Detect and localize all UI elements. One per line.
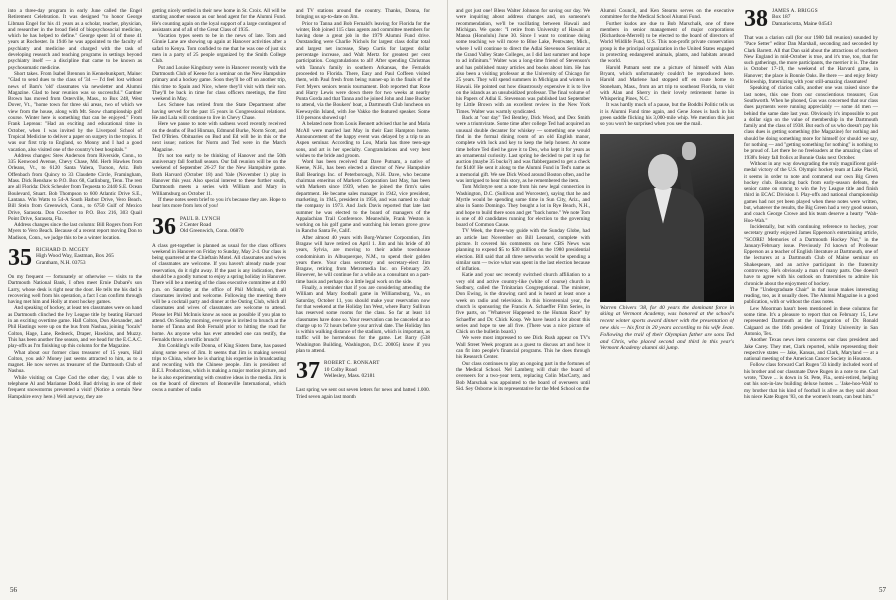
paragraph: Finally, a reminder that if you are considering attending the William and Mary football game in Williamsburg, Va., on Saturday, October 11, you should make your reservation now for that weekend at the Holiday Inn West, where Barry Sullivan has reserved some rooms for the class. So far at least 14 classmates have done so. Your reservation can be canceled at no charge up to 72 hours before your arrival date. The Holiday Inn is within walking distance of the stadium, which is important, as traffic will be horrendous for the game. Let Barry (538 Washington Building, Washington, D.C. 20005) know if you plan to attend. <box>296 285 430 355</box>
paragraph: After almost 40 years with Borg-Warner Corporation, Jim Bragaw will have retired on April 1. Jim and his bride of 40 years, Sylvia, are moving to their adobe townhouse condominium in Albuquerque, N.M., to spend their golden years there. Your class secretary and secretary-elect Jim Bragaw, retiring from Metromedia Inc. on February 29. However, he will continue for a while as a consultant on a part-time basis and perhaps do a little legal work on the side. <box>296 234 430 285</box>
right-page <box>448 0 896 600</box>
class-heading-38 <box>744 8 878 30</box>
paragraph: Katie and your sec recently switched church affiliation to a very old and active country-like (white of course) church in Sudbury, called the Trinitarian Congregational. The minister, Don Ewing, is the drawing card and is heard at least once a week on radio and television. In this bicentennial year, the church is sponsoring the Francis A. Schaeffer Film Series, in five parts, on "Whatever Happened to the Human Race" by Schaeffer and Dr. Chick Koop. We have heard a lot about this series and hope to see all five. (There was a nice picture of Chick on the bulletin board.) <box>456 272 590 336</box>
paragraph: Vacation types seem to be in the news of late. Tom and Ginnie Lane are showing up again at Hanover activities after a safari to Kenya. Tom confided to me that he was one of just six men in a party of 25 people organized by the Smith College Club. <box>152 33 286 65</box>
paragraph: And speaking of hockey, at least ten classmates were on hand as Dartmouth clinched the Ivy League title by beating Harvard in an exciting overtime game. Hall Colton, Don Alexander, and Phil Hastings were up on the bus from Nashua, joining "locals" Colton, Hage, Lane, Redneck, Draper, Hawkins, and Muzzy. This has been another fine season, and we head for the E.C.A.C. play-offs as I'm finishing up this column for the Magazine. <box>8 305 142 350</box>
paragraph: While visiting on Cape Cod the other day, I was able to telephone Al and Marianne Dodd. Bad driving in one of their frequent snowstorms prevented a visit! (Notice a certain New Hampshire envy here.) Well anyway, they are <box>8 374 142 400</box>
page-number: 56 <box>10 586 17 594</box>
paragraph: Prior to Tanna and Bob Fernald's leaving for Florida for the winter, Bob joined 115 class agents and committee members for having done a great job in the 1979 Alumni Fund drive. Outstanding were Charlie Nichols for largest class dollar total and largest net increase, Shep Curtis for largest dollar percentage increase, and Walt Mertz for greatest per cent participation. Congratulations to all! After spending Christmas with Tanna's family in southern Arkansas, the Fernalds proceeded to Florida. There, Easy and Paul Coffeen visited them, with Paul fresh from being runner-up in the finals of the Fort Myers seniors tennis tournament. Bob reported that Rose and Harry Lewis were down there for two weeks at nearby Punta Gorda and that Tanna and he joined John and Jane Bucker to attend, via the Boukers' boat, a Dartmouth Club luncheon on Keewaydin Island, with Joe Vakko the featured speaker. Some 110 persons showed up! <box>296 20 430 122</box>
secretary-city: Wellesley, Mass. 02181 <box>324 373 376 380</box>
paragraph: into a three-day program in early June called the Engel Retirement Celebration. It was designed "to honor George Libman Engel for his 41 years as a scholar, teacher, physician, and researcher in the broad field of biopsychosocial medicine, which he has helped to define." George spent 34 of those 41 years at Rochester. In 1946 he was appointed to the faculty of psychiatry and medicine and charged with the task of developing research and teaching programs in settings beyond psychiatry itself — a discipline that came to be known as psychosomatic medicine. <box>8 8 142 71</box>
secretary-name: RICHARD D. MCGEY <box>36 246 89 253</box>
paragraph: Back at "our day" Ted Bentley, Dick Wood, and Dex Smith were a triumvirate. Some time after college Ted had acquired an unusual double decanter for whiskey — something one would find in the formal dining room of an old English manor, complete with lock and key to keep the help honest. At some time before Ted died he gave it to Dex, who kept it for years as an ornamental curiosity. Last spring he decided to put it up for auction (maybe 35 bucks?) and was flabbergasted to get a check for $140! He sent it along to the Alumni Fund in Ted's name as a memorial gift. We see Dick Wood around Boston often, and he was intrigued to hear this story, as he remembered the item. <box>456 115 590 185</box>
paragraph: The "Undergraduate Chair" in that issue makes interesting reading, too, as it usually does. The Alumni Magazine is a good publication, with or without the class notes. <box>744 286 878 306</box>
class-secretary-address <box>36 247 114 266</box>
paragraph: We were most impressed to see Dick Rush appear on TV's Wall Street Week program as a guest to discuss art and how it can fit into people's financial programs. This he does through his Research Center. <box>456 335 590 361</box>
right-column-3 <box>744 8 878 593</box>
paragraph: TV Week, the three-way guide with the Sunday Globe, had an article last November on Bill Leonard, complete with picture. It covered his comments on how CBS News was planning to expend $5 to $30 million on the 1980 presidential election. Bill said that all three networks would be spending a similar sum — twice what was spent in the last election because of inflation. <box>456 228 590 273</box>
right-column-2 <box>600 8 734 593</box>
paragraph: Last spring we sent out seven letters for news and batted 1.000. Tried seven again last month <box>296 387 430 400</box>
secretary-name: JAMES A. BRIGGS <box>772 8 818 14</box>
secretary-name: ROBERT C. RONKART <box>324 360 380 367</box>
column-text <box>296 8 430 354</box>
class-heading-36 <box>152 213 286 240</box>
paragraph: Address changes since the last column: Bill Rogers from Fort Myers to Vero Beach. Because of a recent report moving Don to Madison, Conn., we judge this to be a winter location. <box>8 222 142 241</box>
paragraph: and TV stations around the country. Thanks, Donna, for bringing us up-to-date on Jim. <box>296 8 430 21</box>
paragraph: Alumni Council, and Ken Stearns serves on the executive committee for the Medical School Alumni Fund. <box>600 8 734 21</box>
column-text <box>456 8 590 392</box>
page-number: 57 <box>879 586 886 594</box>
class-heading-37 <box>296 358 430 385</box>
class-secretary-address <box>772 8 832 27</box>
class-year-number: 35 <box>8 244 32 271</box>
secretary-city: Grantham, N.H. 03753 <box>36 259 86 266</box>
paragraph: Incidentally, but with continuing reference to hockey, your secretary greatly enjoyed James Epperson's entertaining article, "SCORE! Memories of a Dartmouth Hockey Nut," in the January/February issue. Previously I'd known of Professor Epperson as a teacher of English literature at Dartmouth, one of the lecturers at a Dartmouth Club of Maine seminar on Shakespeare, and an active participant in the fraternity controversy. He's obviously a man of many parts. One doesn't have to agree with his outlook on fraternities to admire his chronicle about the enjoyment of hockey. <box>744 223 878 287</box>
paragraph: Follow class forward Carl Rugen '33 kindly included word of his brother and our classmate Dave Rugen in a note to me. Carl wrote, "Dave ... is down in St. Pete, Fla., semi-retired, helping out his son-in-law building deluxe homes ... 'Jake-hoo-Wah' to my brother that his kind of football is alive as they said about his niece Kate Rugen '83, on the women's team, can beat him." <box>744 362 878 400</box>
paragraph: Without in any way downgrading the truly magnificent gold-medal victory of the U.S. Olympic hockey team at Lake Placid, it seems in order to note and commend our own Big Green hockey club. Bouncing back from early-season defeats, the senior came on strong to win the Ivy League title and finish third in ECAC Division I. Play-offs and national championship games had not yet been played when these notes were written, but, whatever the results, the Big Green had a very good season, and coach George Crowe and his team deserve a hearty "Wah-Hoo-Wah." <box>744 160 878 224</box>
paragraph: What about our former class treasurer of 15 years, Hall Colton, you ask? Money just seems attracted to him, as to a magnet. He now serves as treasurer of the Dartmouth Club of Nashua. <box>8 349 142 375</box>
column-text <box>600 8 734 128</box>
class-year-number: 36 <box>152 213 176 240</box>
paragraph: Short takes. From Isabel Brennon in Kennebunkport, Maine: "Glad to send dues to the class of '34 — I'd feel lost without news of Bam's 'old' classmates via newsletter and Alumni Magazine. Glad to hear reunion was so successful." Gardner Brown has moved from Osterville, Mass., to Box 248, West Dover, Vt., "home town for three ski areas, two of which we view from the house, along with Mt. Snow championship golf course. Winter here is something that can be enjoyed." From Frank Lepreau: "Had an exciting and educational time in October, when I was invited by the Liverpool School of Tropical Medicine to deliver a paper on surgery in the tropics. It was our first trip to England, so Monny and I had a good vacation, also visited one of the country's best hospitals." <box>8 70 142 153</box>
column-text <box>152 8 286 210</box>
paragraph: Tom McIntyre sent a note from his new legal connection in Washington, D.C. (Sullivan and Worcester), saying that he and Myrtle would be spending some time in Sun City, Ariz., and also in Santo Domingo. They bought a lot in Rye Beach, N.H., and hope to build there soon and get "back home." We note Tom is one of 40 candidates running for election to the governing board of Common Cause. <box>456 184 590 229</box>
left-column-2 <box>152 8 286 593</box>
photo-head <box>648 154 678 190</box>
photo-hand <box>682 142 696 160</box>
paragraph: Another Texas news item concerns our class president and Jake Carey. They met, Clark reported, while representing their respective states — Jake, Kansas, and Clark, Maryland — at a national meeting of the American Cancer Society in Houston. <box>744 337 878 363</box>
column-text <box>296 387 430 400</box>
column-text <box>744 35 878 400</box>
photo-warren-chivers <box>600 134 734 302</box>
paragraph: Our class continues to play an ongoing part in the fortunes of the Medical School. Nel Lamberg will chair the board of overseers for a two-year term, replacing Colin MacCarty, and Bob Marschak was appointed to the board of overseers until Sid. Sey Osborne is its representative for the Med School on the <box>456 360 590 392</box>
paragraph: and got just one! Bless Walter Johnson for saving our day. We were inquiring about address changes and, on someone's recommendation, we'll be vacillating between Hawaii and Michigan. We quote: "I retire from University of Hawaii at Manoa (Honolulu) June 30. Since I want to continue doing some teaching we will move to Blue Lake, Pentwater, Mich., where I will continue to direct the Adlai Stevenson Seminar at the Grand Valley State Colleges, as I did last summer and hope to ad infinitum." Walter was a long-time friend of Stevenson's and has published many articles and books about him. He has also been a visiting professor at the University of Chicago for 25 years. They will spend summers in Michigan and winters in Hawaii. He pointed out how disastrously expensive it is to live on the islands as an unsubsidized professor. The final volume of his Papers of Adlai E. Stevenson was published last September by Little Brown with an excellent review in the New York Times. Walter was warmly syndicated. <box>456 8 590 115</box>
paragraph: Lex Schnee has retired from the State Department after having served for the past 15 years in Congressional relations. He and Lala will continue to live in Chevy Chase. <box>152 102 286 122</box>
left-column-3 <box>296 8 430 593</box>
column-text <box>8 8 142 241</box>
paragraph: A belated note from Louis Bennett advised that he and Maria McAll were married last May in their East Hampton home. Announcement of the happy event was delayed by a trip to an Aspen seminar. According to Lou, Maria has three teen-age sons, and art is her specialty. Congratulations and very best wishes to the bride and groom. <box>296 121 430 159</box>
left-column-1 <box>8 8 142 593</box>
right-column-1 <box>456 8 590 593</box>
secretary-city: Old Greenwich, Conn. 06870 <box>180 228 244 235</box>
paragraph: Lew Moorman hasn't been mentioned in these columns for some time. It's a pleasure to report that on February 15, Lew represented Dartmouth at the inauguration of Dr. Ronald Calgaard as the 16th president of Trinity University in San Antonio, Tex. <box>744 305 878 337</box>
paragraph: A class get-together is planned as usual for the class officers weekend in Hanover on Friday to Sunday, May 2-4. Our class is being quartered at the Chieftain Motel. All classmates and wives of classmates are welcome. If you haven't already made your reservation, do it right away. If the past is any indication, there should be a goodly turnout to enjoy a spring holiday in Hanover. There will be a meeting of the class executive committee at 4:00 p.m. on Saturday at the office of Phil McInnis, with all classmates invited and welcome. Following the meeting there will be a cocktail party and dinner at the Outing Club, which all classmates and wives of classmates are welcome to attend. Please let Phil McInnis know as soon as possible if you plan to attend. On Sunday morning, everyone is invited to brunch at the home of Tanna and Bob Fernald prior to hitting the road for home. As anyone who has ever attended one can testify, the Fernalds throw a terrific brunch! <box>152 242 286 343</box>
paragraph: Further kudos are due to Bob Marschalk, one of three members in senior management of major corporations (Richardson-Merrell) to be elected to the board of directors of World Wildlife Fund, U.S. This non-profit private conservation group is the principal organization in the United States engaged in protecting endangered animals, plants, and habitats around the world. <box>600 20 734 65</box>
photo-caption: Warren Chivers '38, for 40 years the dominant force in skiing at Vermont Academy, was honored at the school's recent winter sports award dinner with the presentation of new skis — his first in 20 years according to his wife Jean. Following the trail of their Olympian father are sons Ted and Chris, who placed second and third in this year's Vermont Academy alumni ski jump. <box>600 304 734 352</box>
secretary-street: High Wood Way, Eastman, Box 265 <box>36 253 114 260</box>
paragraph: Jim Conkling's wife Donna, of King Sisters fame, has passed along some news of Jim. It seems that Jim is making several trips to China, where he is sharing his expertise in broadcasting and recording with the Chinese people. Jim is president of B.E.I. Productions, which is making a major motion picture, and he is also experimenting with creative ideas in the media. Jim is on the board of directors of Bonneville International, which owns a number of radio <box>152 343 286 394</box>
paragraph: Address changes: Stew Anderson from Riverside, Conn., to 335 Kenwood Avenue, Chevy Chase, Md. Herb Hawkes from Orleans, Vt., to 6120 Santa Valera, Tucson, Ariz. Bob Offenbach from Quincy to 33 Claudette Circle, Framingham, Mass. Dick Renshaw to P.O. Box 68, Gatlinburg, Tenn. The rest are all Florida: Dick Scheuler from Tequesta to 2440 S.E. Ocean Boulevard, Stuart. Bob Thompson to 600 Atlantic Drive S.E., Lantana. Win Watts to 54-A South Harbor Drive, Vero Beach. Bill Stein from Greenwich, Conn., to 6750 Gulf of Mexico Drive, Sarasota. Don Crowther to P.O. Box 216, 303 Quail Point Drive, Sarasota, Fla. <box>8 152 142 222</box>
paragraph: Harold Putnam sent me a picture of himself with Alan Bryant, which unfortunately couldn't be reproduced here. Harold and Marlene had stopped off en route home to Stoneham, Mass., from an art trip to southeast Florida, to visit with Alan and Sherry in their lovely retirement home in Whispering Pines, N.C. <box>600 64 734 103</box>
column-text <box>152 243 286 394</box>
paragraph: getting nicely settled in their new home in St. Croix. All will be starting another season as our head agent for the Alumni Fund. He's counting again on the loyal support of a large contingent of assistants and of all of the Great Class of 1935. <box>152 8 286 33</box>
class-year-number: 37 <box>296 358 320 385</box>
class-secretary-address <box>180 216 244 235</box>
class-heading-35 <box>8 244 142 271</box>
paragraph: Word has been received that Dave Putnam, a native of Keene, N.H., has been elected a director of New Hampshire Ball Bearings Inc. of Peterborough, N.H. Dave, who became chairman emeritus of Markem Corporation last May, has been with Markem since 1939, when he joined the firm's sales department. He became sales manager in 1942, vice president, marketing, in 1945, president in 1956, and was named to chair the company in 1973. And Jack Davis reported that late last summer he was elected to the board of managers of the Appalachian Trail Conference. Meanwhile, Frank Weston is working on his golf game and watching his lemon grove grow in Rancho Santa Fe, Calif. <box>296 159 430 235</box>
secretary-street: 2 Center Road <box>180 221 212 228</box>
secretary-city: Damariscotta, Maine 04543 <box>772 20 833 27</box>
paragraph: If these notes seem brief to you it's because they are. Hope to hear lots more from lots of you! <box>152 196 286 210</box>
paragraph: That was a clarion call (for our 1980 fall reunion) sounded by "Pace Setter" editor Dan Marshall, seconding and seconded by Clark Barrett. All that Dan said about the attractions of northern New England in mid-October is true, and it's true, too, that for such gatherings, the more participants, the merrier it is. The date is October 17-19, the weekend of the Harvard game, in Hanover; the place is Bonnie Oaks. Be there — and enjoy feisty fellowship, fraternizing with your still-amazing classmates! <box>744 35 878 86</box>
secretary-street: 10 Colby Road <box>324 366 357 373</box>
class-secretary-address <box>324 360 380 379</box>
paragraph: Speaking of clarion calls, another one was raised since the last notes, this one from our conscientious treasurer, Gus Southworth. When he phoned, Gus was concerned that our class dues payments were running appreciably — some 44 men — behind the same date last year. Obviously it's impossible to put a dollar sign on the value of membership in the Dartmouth family and the class of 1938. But each of us who doesn't pay his class dues is getting something (the Magazine) for nothing and should be doing something more for himself (or should we say, for nothing — and "getting something for nothing" is nothing to be proud of. Let there be no freeloaders at the amazing class of 1938's feisty fall frolics at Bonnie Oaks next October. <box>744 85 878 161</box>
paragraph: Here we pause to note with sadness word recently received on the deaths of Bud Hinman, Edmund Burke, Norm Scott, and Ted O'Brien. Obituaries on Bud and Ed will be in this or the next issue; notices for Norm and Ted were in the March Magazine. <box>152 121 286 153</box>
column-text <box>8 274 142 400</box>
paragraph: It's not too early to be thinking of Hanover and the 50th anniversary fall football season. Our fall reunion will be on the weekend of September 26-27 for the New Hampshire game. Both Harvard (October 18) and Yale (November 1) play in Hanover this year. Also special interest to these further south, Dartmouth meets a series with William and Mary in Williamsburg on October 11. <box>152 152 286 197</box>
paragraph: Put and Louise Kingsbury were in Hanover recently with the Dartmouth Club of Keene for a seminar on the New Hampshire primary and a hockey game. Soon they'll be off on another trip, this time to Spain and Nice, where they'll visit with their son. They'll be back in time for class officers meetings, the first weekend in May. <box>152 64 286 103</box>
secretary-street: Box 187 <box>772 14 791 21</box>
class-year-number: 38 <box>744 8 768 32</box>
paragraph: On my frequent — fortunately or otherwise — visits to the Dartmouth National Bank, I often meet Ernie Dubaré's son Larry, whose desk is right near the door. He tells me his dad is recovering well from his operation, a fact I can confirm through having met him and Holly at most hockey games. <box>8 273 142 306</box>
secretary-name: PAUL B. LYNCH <box>180 215 221 222</box>
paragraph: It was hardly much of a pause, but the Boddbi Politic tells us it is Alumni Fund time again, and Gene Jones is back in his green saddle flicking his 3,000-mile whip. We mention this just so you won't be surprised when you see the mail. <box>600 102 734 128</box>
